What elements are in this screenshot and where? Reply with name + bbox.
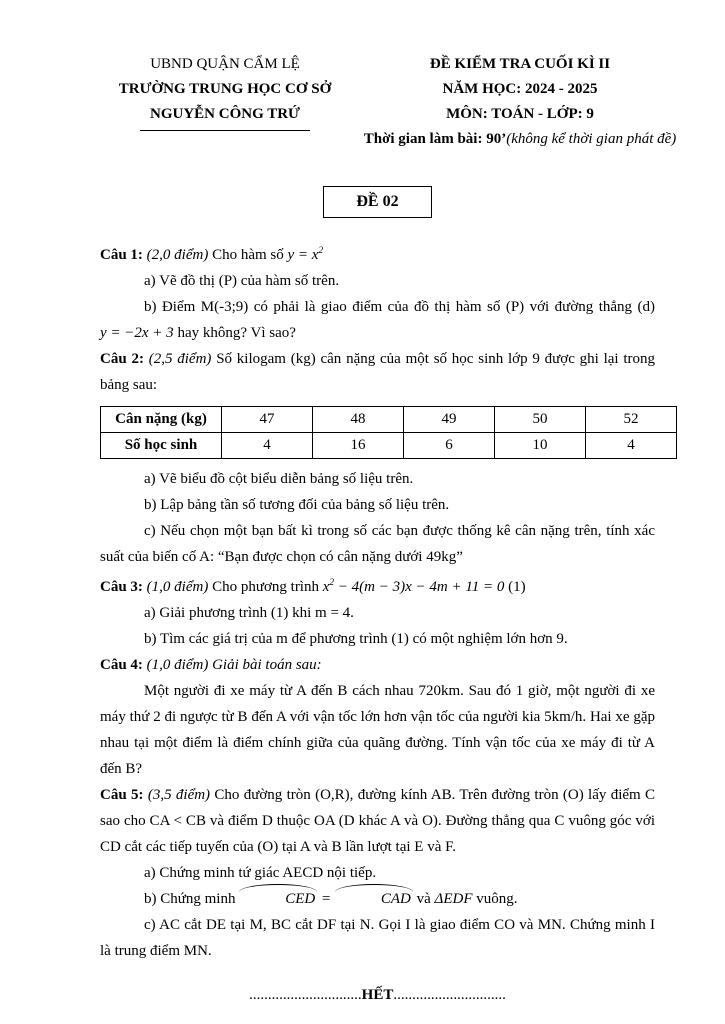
question-2-intro: Số kilogam (kg) cân nặng của một số học sinh lớp 9 được ghi lại trong bảng sau: bbox=[100, 351, 656, 393]
exam-code: ĐỀ 02 bbox=[356, 193, 399, 210]
time-limit: Thời gian làm bài: 90’ bbox=[363, 131, 507, 147]
exam-title-block bbox=[350, 52, 690, 152]
question-5-part-a: a) Chứng minh tứ giác AECD nội tiếp. bbox=[144, 865, 377, 881]
question-3-equation-tag: (1) bbox=[508, 579, 526, 595]
question-1-formula: $y = x^2$ bbox=[287, 246, 324, 263]
question-1-intro: Cho hàm số bbox=[212, 247, 284, 263]
question-4-label: Câu 4: bbox=[100, 657, 143, 673]
table-row-header-weight: Cân nặng (kg) bbox=[101, 407, 222, 433]
subject-grade: MÔN: TOÁN - LỚP: 9 bbox=[446, 106, 594, 122]
school-year: NĂM HỌC: 2024 - 2025 bbox=[442, 81, 598, 97]
footer-dots-right: .............................. bbox=[393, 987, 506, 1003]
question-5-part-b-tail: vuông. bbox=[476, 891, 518, 907]
question-5-points: (3,5 điểm) bbox=[147, 787, 211, 803]
table-cell-students-4: 10 bbox=[495, 433, 586, 459]
weight-frequency-table bbox=[100, 406, 677, 459]
table-cell-students-2: 16 bbox=[313, 433, 404, 459]
question-4-intro: Giải bài toán sau: bbox=[212, 657, 322, 673]
exam-code-wrap bbox=[100, 186, 655, 218]
issuer-line-school bbox=[100, 102, 350, 131]
question-1-line-equation: y = −2x + 3 bbox=[100, 325, 174, 341]
question-3-intro: Cho phương trình bbox=[212, 579, 319, 595]
table-cell-students-3: 6 bbox=[404, 433, 495, 459]
issuer-block bbox=[100, 52, 350, 152]
table-cell-students-1: 4 bbox=[222, 433, 313, 459]
question-3-part-a: a) Giải phương trình (1) khi m = 4. bbox=[144, 605, 354, 621]
question-2-part-c: c) Nếu chọn một bạn bất kì trong số các bạn được thống kê cân nặng trên, tính xác suất của biến cố A: “Bạn được chọn có cân nặng dưới 49kg” bbox=[100, 523, 655, 565]
question-5-heading bbox=[100, 782, 655, 860]
table-cell-weight-4: 50 bbox=[495, 407, 586, 433]
question-5-part-b-mid: và bbox=[416, 891, 431, 907]
question-5-part-b-prefix: b) Chứng minh bbox=[144, 891, 236, 907]
question-2-points: (2,5 điểm) bbox=[148, 351, 212, 367]
end-label: HẾT bbox=[361, 987, 394, 1003]
question-2-part-b: b) Lập bảng tần số tương đối của bảng số liệu trên. bbox=[144, 497, 450, 513]
question-4-body: Một người đi xe máy từ A đến B cách nhau 720km. Sau đó 1 giờ, một người đi xe máy thứ 2 đi ngược từ B đến A với vận tốc lớn hơn vận tốc của người kia 5km/h. Hai xe gặp nhau tại một điểm là điểm chính giữa của quãng đường. Tính vận tốc của xe máy đi từ A đến B? bbox=[100, 683, 655, 777]
table-row-students bbox=[101, 433, 677, 459]
question-5-body: Cho đường tròn (O,R), đường kính AB. Trên đường tròn (O) lấy điểm C sao cho CA < CB và điểm D thuộc OA (D khác A và O). Đường thẳng qua C vuông góc với CD cắt các tiếp tuyến của (O) tại A và B lần lượt tại E và F. bbox=[100, 787, 656, 855]
question-3-points: (1,0 điểm) bbox=[146, 579, 209, 595]
table-cell-weight-1: 47 bbox=[222, 407, 313, 433]
time-limit-line bbox=[350, 127, 690, 152]
question-3-label: Câu 3: bbox=[100, 579, 143, 595]
question-4-points: (1,0 điểm) bbox=[146, 657, 209, 673]
table-row-weight bbox=[101, 407, 677, 433]
exam-title: ĐỀ KIỂM TRA CUỐI KÌ II bbox=[429, 56, 611, 72]
end-of-exam-line bbox=[100, 982, 655, 1008]
table-cell-weight-5: 52 bbox=[586, 407, 677, 433]
question-3-part-b: b) Tìm các giá trị của m để phương trình (1) có một nghiệm lớn hơn 9. bbox=[144, 631, 568, 647]
question-1-part-a: a) Vẽ đồ thị (P) của hàm số trên. bbox=[144, 273, 340, 289]
table-cell-weight-3: 49 bbox=[404, 407, 495, 433]
question-1-part-b-tail: hay không? Vì sao? bbox=[177, 325, 296, 341]
question-1-label: Câu 1: bbox=[100, 247, 143, 263]
table-cell-weight-2: 48 bbox=[313, 407, 404, 433]
question-2-label: Câu 2: bbox=[100, 351, 144, 367]
equals-sign: = bbox=[320, 891, 332, 907]
question-2-heading bbox=[100, 346, 655, 398]
question-3-equation: $x^2 - 4(m - 3)x - 4m + 11 = 0$ bbox=[322, 578, 505, 595]
document-header bbox=[100, 52, 677, 152]
issuer-line-school-type: TRƯỜNG TRUNG HỌC CƠ SỞ bbox=[118, 81, 332, 97]
table-cell-students-5: 4 bbox=[586, 433, 677, 459]
question-3-heading bbox=[100, 570, 655, 600]
angle-ced: CED bbox=[239, 886, 317, 912]
question-5-part-c: c) AC cắt DE tại M, BC cắt DF tại N. Gọi I là giao điểm CO và MN. Chứng minh I là trung điểm MN. bbox=[100, 917, 655, 959]
question-1-part-b-line2 bbox=[100, 320, 655, 346]
angle-cad: CAD bbox=[335, 886, 413, 912]
question-4-heading bbox=[100, 652, 655, 678]
school-name: NGUYỄN CÔNG TRỨ bbox=[140, 102, 310, 131]
question-1-part-b-line1: b) Điểm M(-3;9) có phải là giao điểm của đồ thị hàm số (P) với đường thẳng (d) bbox=[144, 299, 655, 315]
issuer-line-district: UBND QUẬN CẨM LỆ bbox=[150, 56, 300, 72]
question-1-heading bbox=[100, 238, 655, 268]
question-2-part-a: a) Vẽ biểu đồ cột biểu diễn bảng số liệu trên. bbox=[144, 471, 414, 487]
triangle-edf: ΔEDF bbox=[434, 891, 473, 907]
question-5-label: Câu 5: bbox=[100, 787, 144, 803]
footer-dots-left: .............................. bbox=[249, 987, 362, 1003]
time-note: (không kể thời gian phát đề) bbox=[506, 131, 677, 147]
exam-code-box bbox=[323, 186, 431, 218]
question-1-points: (2,0 điểm) bbox=[146, 247, 209, 263]
table-row-header-students: Số học sinh bbox=[101, 433, 222, 459]
question-5-part-b bbox=[100, 886, 655, 912]
